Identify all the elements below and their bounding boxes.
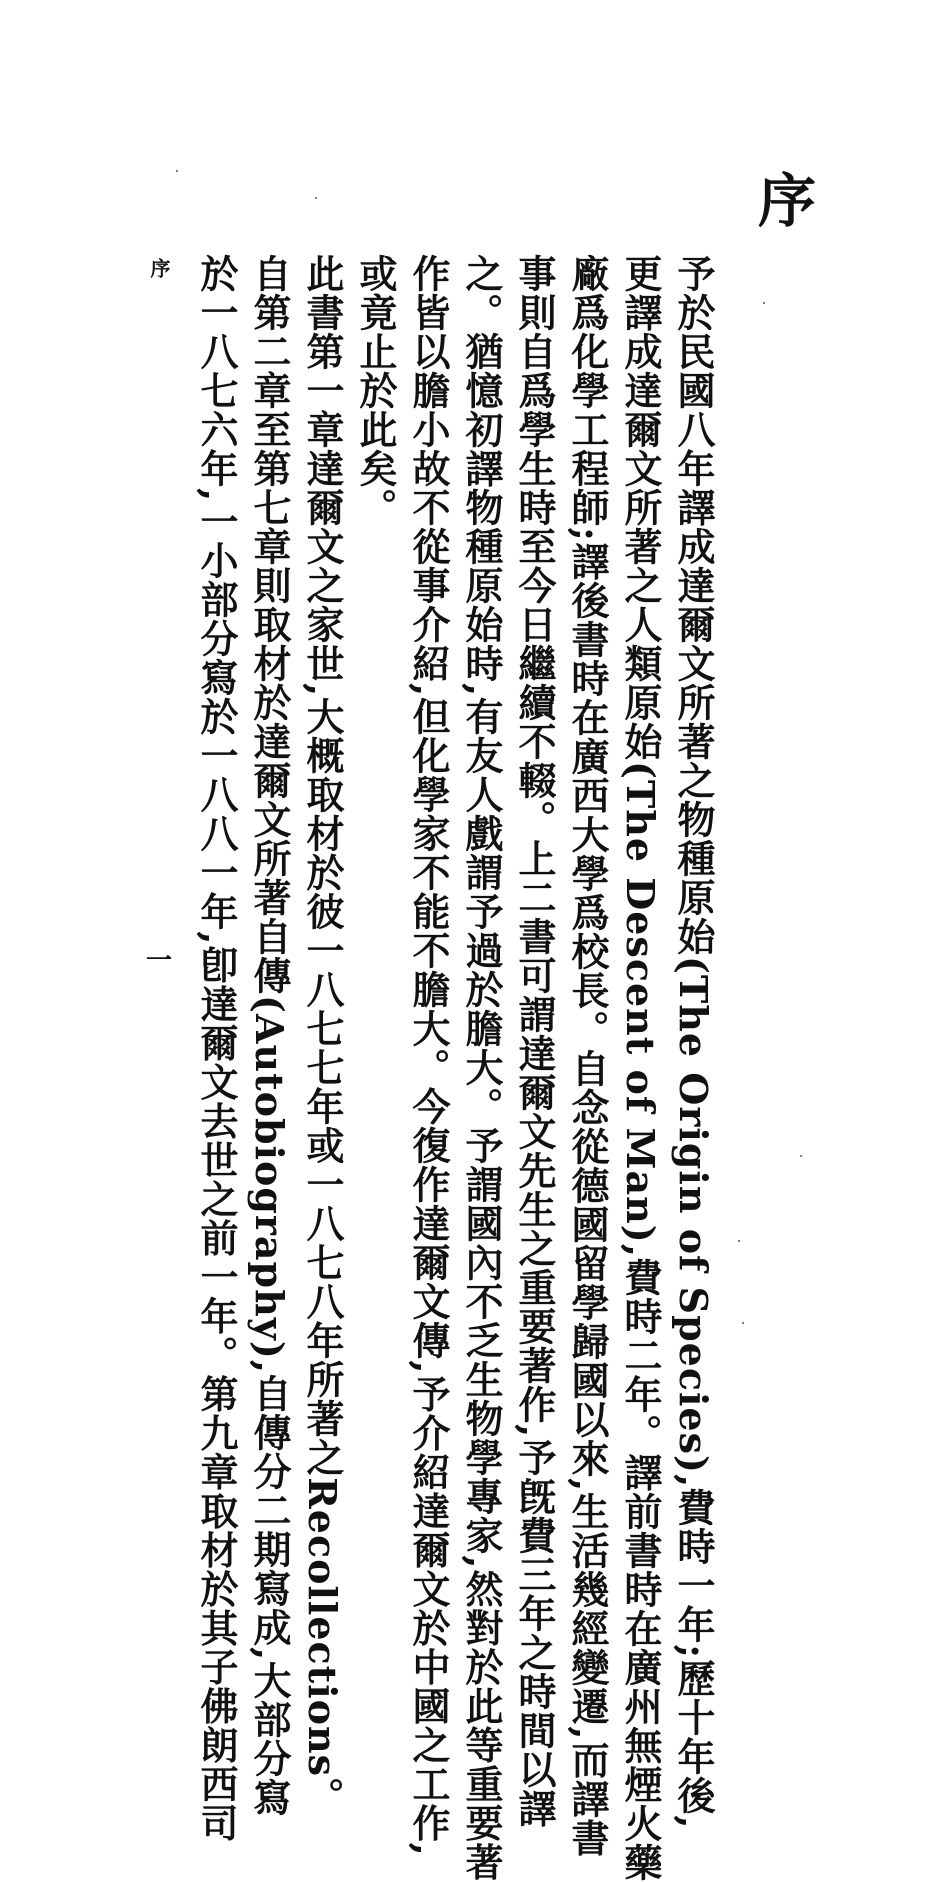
- running-head: 序: [147, 258, 171, 278]
- paper-speck: [742, 1322, 744, 1324]
- paper-speck: [763, 302, 765, 304]
- paragraph-1: [349, 178, 720, 1882]
- text-line: 此書第一章達爾文之家世,大概取材於彼一八七七年或一八七八年所著之Recollections。: [300, 254, 345, 1817]
- text-line: 事則自爲學生時至今日繼續不輟。上二書可謂達爾文先生之重要著作,予旣費三年之時間以譯: [512, 254, 557, 1829]
- text-line: 之。猶憶初譯物種原始時,有友人戲謂予過於膽大。予謂國內不乏生物學專家,然對於此等重要著: [459, 254, 504, 1882]
- preface-body: [190, 178, 720, 1882]
- text-line: 於一八七六年,一小部分寫於一八八一年,卽達爾文去世之前一年。第九章取材於其子佛朗西司: [194, 254, 239, 1843]
- text-line: 作皆以膽小故不從事介紹,但化學家不能不膽大。今復作達爾文傳,予介紹達爾文於中國之工作,: [406, 254, 451, 1857]
- page-title: 序: [757, 167, 816, 235]
- text-line: 自第二章至第七章則取材於達爾文所著自傳(Autobiography),自傳分二期寫成,大部分寫: [247, 254, 292, 1818]
- paper-speck: [176, 170, 178, 172]
- text-line: 予於民國八年譯成達爾文所著之物種原始(The Origin of Species),費時一年;歷十年後,: [671, 254, 716, 1830]
- paper-speck: [315, 197, 317, 199]
- text-line: 更譯成達爾文所著之人類原始(The Descent of Man),費時二年。譯前書時在廣州無煙火藥: [618, 254, 663, 1882]
- paragraph-2: [190, 178, 349, 1843]
- paper-speck: [800, 1155, 802, 1157]
- page-number: 一: [145, 946, 172, 976]
- paper-speck: [738, 1240, 740, 1242]
- text-line: 或竟止於此矣。: [353, 254, 398, 527]
- text-line: 廠爲化學工程師;譯後書時在廣西大學爲校長。自念從德國留學歸國以來,生活幾經變遷,而譯書: [565, 254, 610, 1858]
